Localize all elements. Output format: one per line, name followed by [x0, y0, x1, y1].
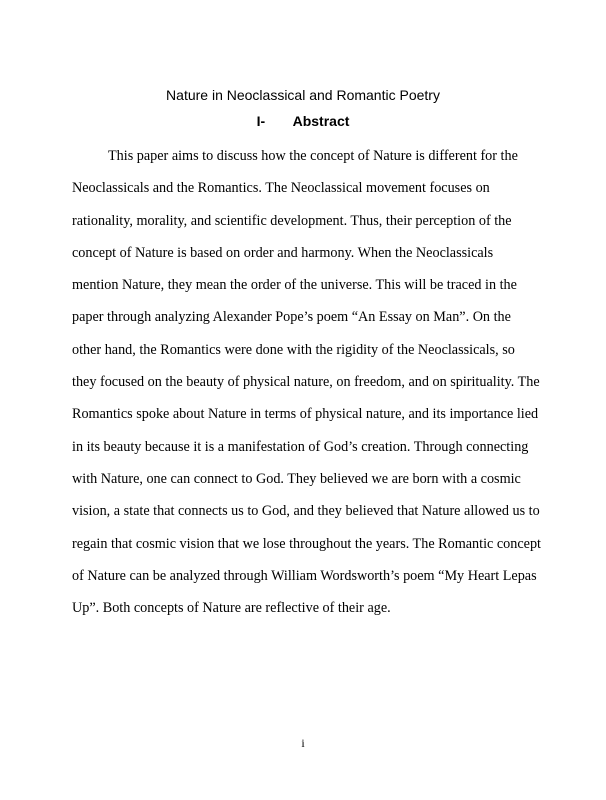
paper-title: Nature in Neoclassical and Romantic Poetry	[166, 87, 440, 103]
page-number: i	[301, 736, 305, 750]
section-heading	[0, 112, 606, 130]
section-number: I-	[256, 113, 266, 129]
section-title: Abstract	[292, 113, 350, 129]
abstract-paragraph: This paper aims to discuss how the concept of Nature is different for the Neoclassicals and the Romantics. The Neoclassical movement focuses on rationality, morality, and scientific development. Thus, their perception of the concept of Nature is based on order and harmony. When the Neoclassicals mention Nature, they mean the order of the universe. This will be traced in the paper through analyzing Alexander Pope’s poem “An Essay on Man”. On the other hand, the Romantics were done with the rigidity of the Neoclassicals, so they focused on the beauty of physical nature, on freedom, and on spirituality. The Romantics spoke about Nature in terms of physical nature, and its importance lied in its beauty because it is a manifestation of God’s creation. Through connecting with Nature, one can connect to God. They believed we are born with a cosmic vision, a state that connects us to God, and they believed that Nature allowed us to regain that cosmic vision that we lose throughout the years. The Romantic concept of Nature can be analyzed through William Wordsworth’s poem “My Heart Lepas Up”. Both concepts of Nature are reflective of their age.	[72, 148, 541, 617]
